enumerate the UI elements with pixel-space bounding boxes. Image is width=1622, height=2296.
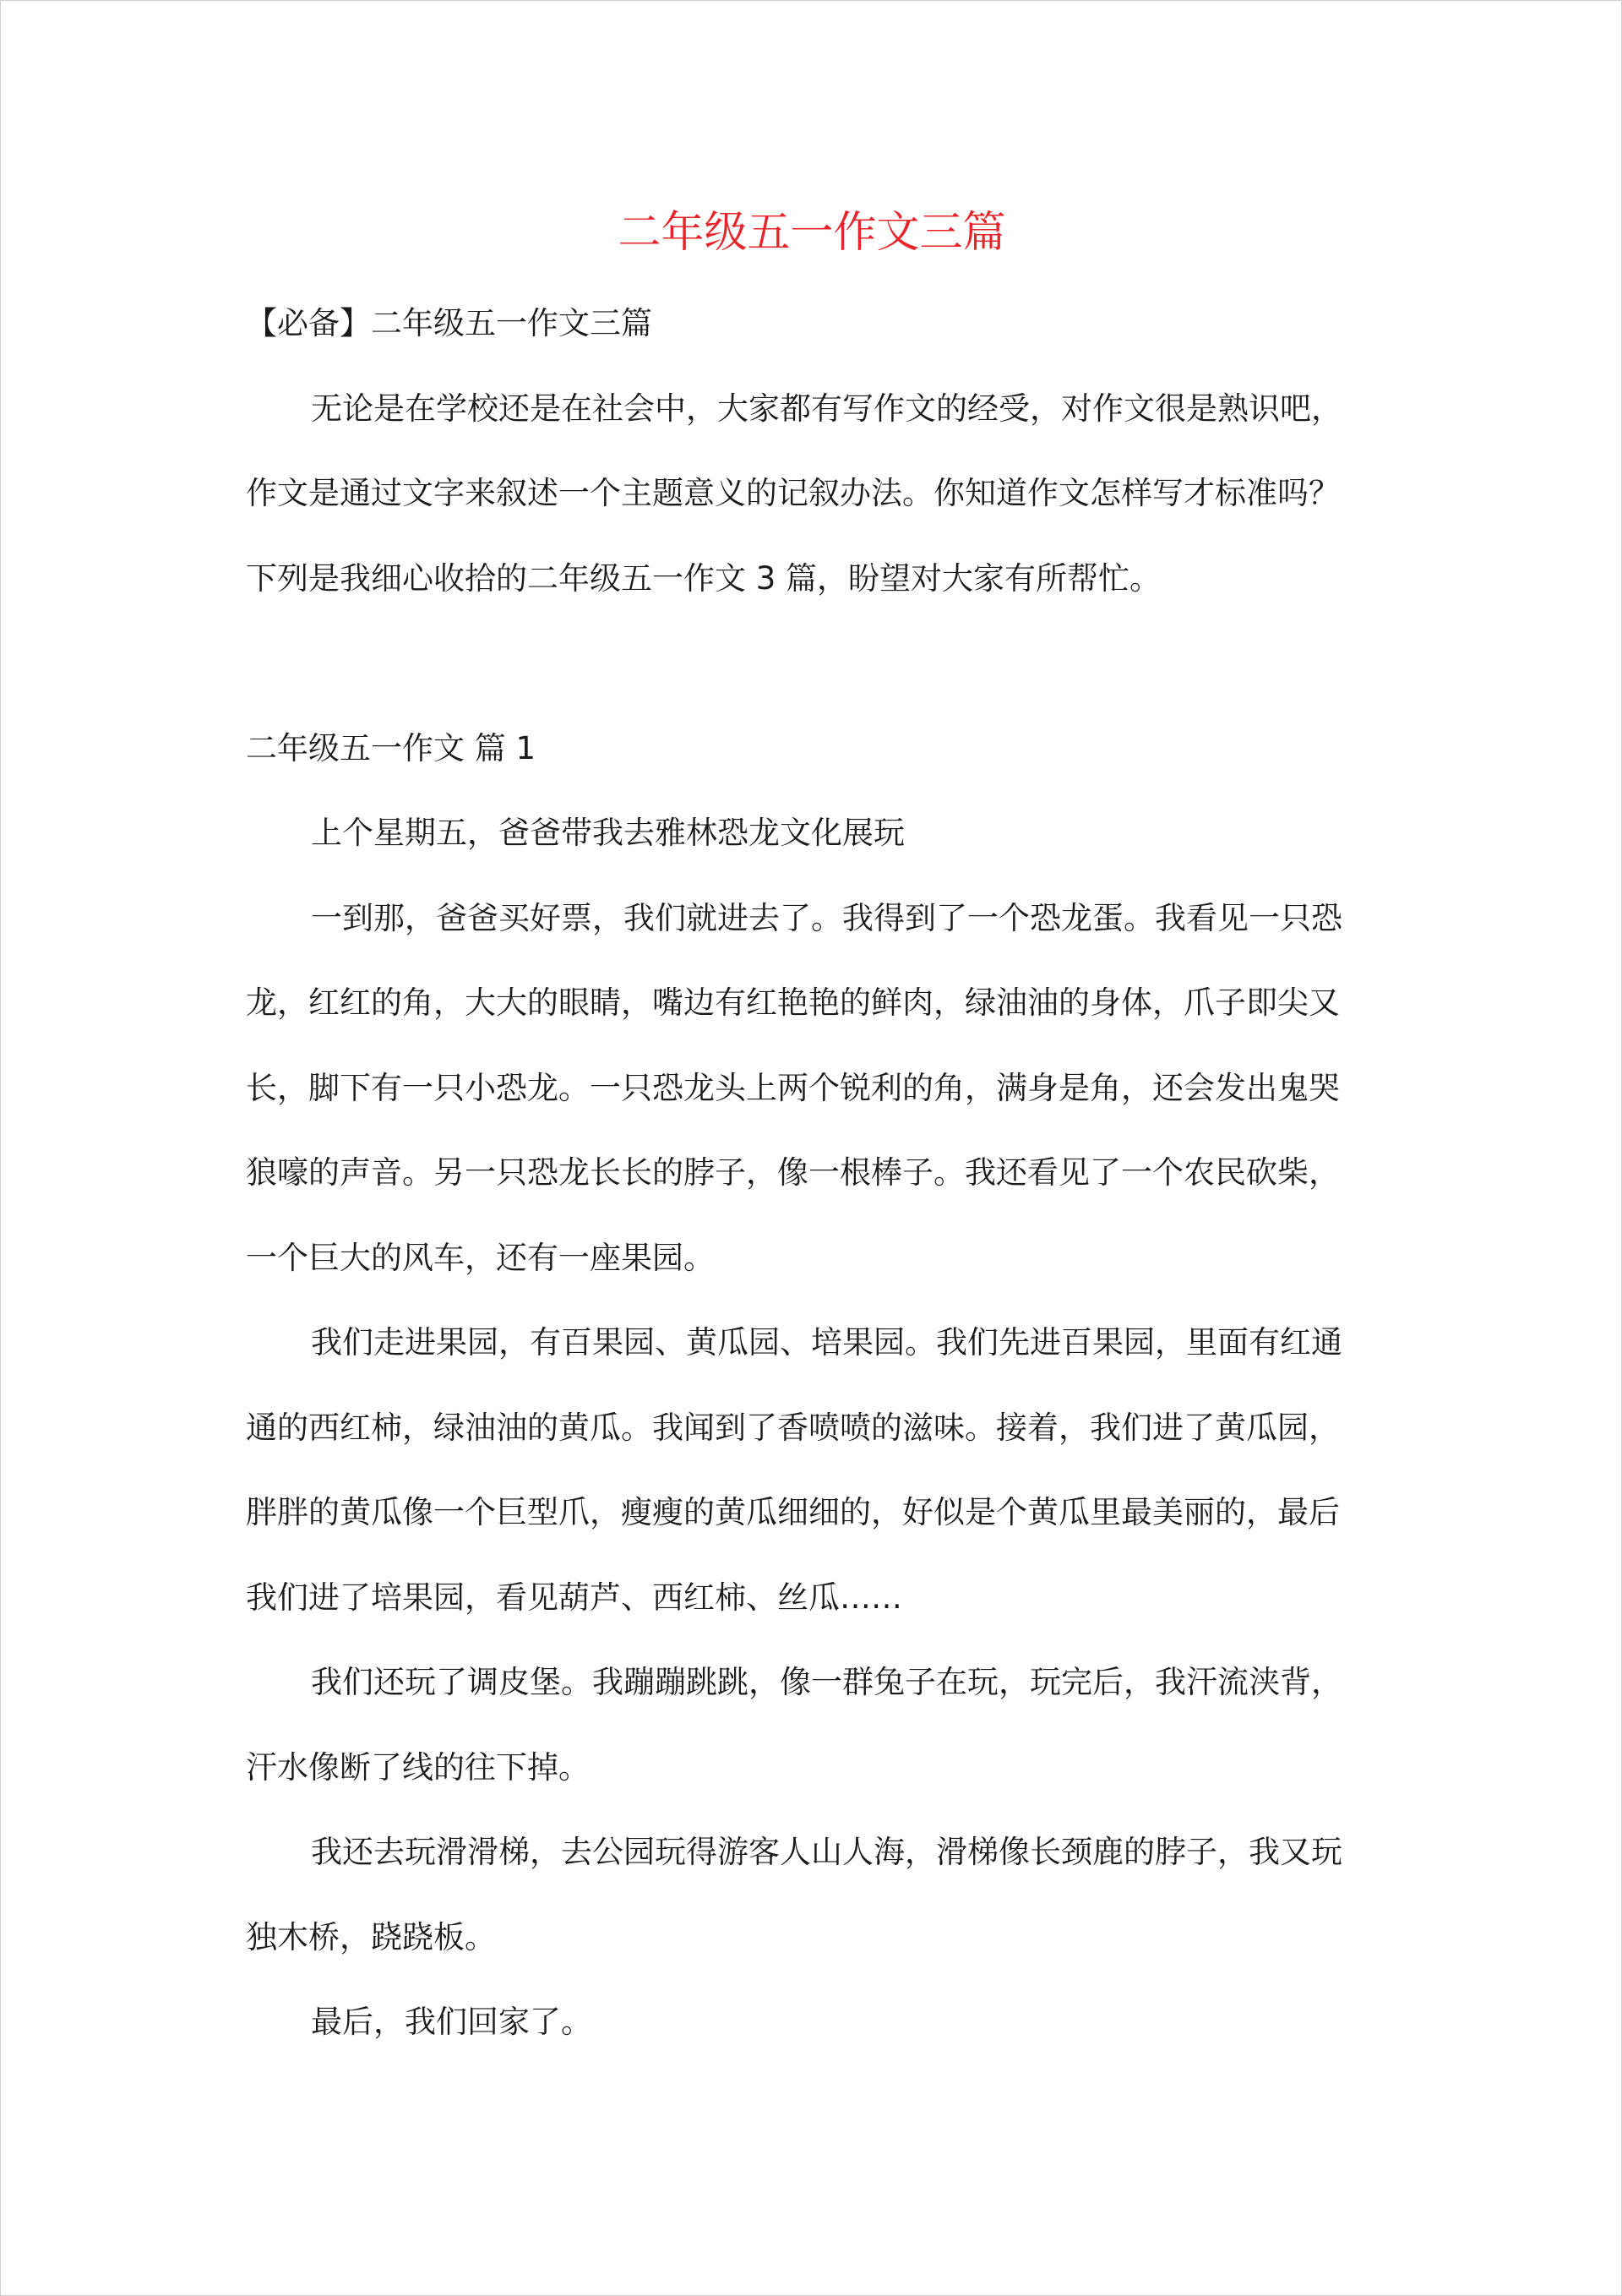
- body-line: 通的西红柿，绿油油的黄瓜。我闻到了香喷喷的滋味。接着，我们进了黄瓜园，: [246, 1409, 1340, 1446]
- paragraph-gap: [246, 621, 1378, 706]
- body-line: 独木桥，跷跷板。: [246, 1918, 496, 1955]
- body-line: 龙，红红的角，大大的眼睛，嘴边有红艳艳的鲜肉，绿油油的身体，爪子即尖又: [246, 984, 1340, 1021]
- intro-line: 作文是通过文字来叙述一个主题意义的记叙办法。你知道作文怎样写才标准吗？: [246, 475, 1340, 511]
- section-heading: 二年级五一作文 篇 1: [246, 729, 536, 766]
- body-line: 我们还玩了调皮堡。我蹦蹦跳跳，像一群兔子在玩，玩完后，我汗流浃背，: [311, 1664, 1342, 1700]
- intro-line: 无论是在学校还是在社会中，大家都有写作文的经受，对作文很是熟识吧，: [311, 390, 1342, 427]
- body-line: 上个星期五，爸爸带我去雅林恐龙文化展玩: [311, 815, 905, 851]
- body-line: 狼嚎的声音。另一只恐龙长长的脖子，像一根棒子。我还看见了一个农民砍柴，: [246, 1154, 1340, 1191]
- body-line: 汗水像断了线的往下掉。: [246, 1748, 590, 1786]
- body-line: 我们进了培果园，看见葫芦、西红柿、丝瓜……: [246, 1579, 902, 1616]
- body-line: 一到那，爸爸买好票，我们就进去了。我得到了一个恐龙蛋。我看见一只恐: [311, 899, 1342, 936]
- document-subtitle: 【必备】二年级五一作文三篇: [246, 305, 652, 341]
- document-title: 二年级五一作文三篇: [618, 208, 1006, 258]
- intro-line: 下列是我细心收拾的二年级五一作文 3 篇，盼望对大家有所帮忙。: [246, 559, 1162, 597]
- body-line: 我们走进果园，有百果园、黄瓜园、培果园。我们先进百果园，里面有红通: [311, 1324, 1342, 1361]
- body-line: 我还去玩滑滑梯，去公园玩得游客人山人海，滑梯像长颈鹿的脖子，我又玩: [311, 1834, 1342, 1870]
- document-content: [246, 204, 1378, 2065]
- body-line: 胖胖的黄瓜像一个巨型爪，瘦瘦的黄瓜细细的，好似是个黄瓜里最美丽的，最后: [246, 1494, 1340, 1530]
- body-line: 长，脚下有一只小恐龙。一只恐龙头上两个锐利的角，满身是角，还会发出鬼哭: [246, 1069, 1340, 1106]
- body-line: 最后，我们回家了。: [311, 2004, 592, 2040]
- body-line: 一个巨大的风车，还有一座果园。: [246, 1239, 715, 1276]
